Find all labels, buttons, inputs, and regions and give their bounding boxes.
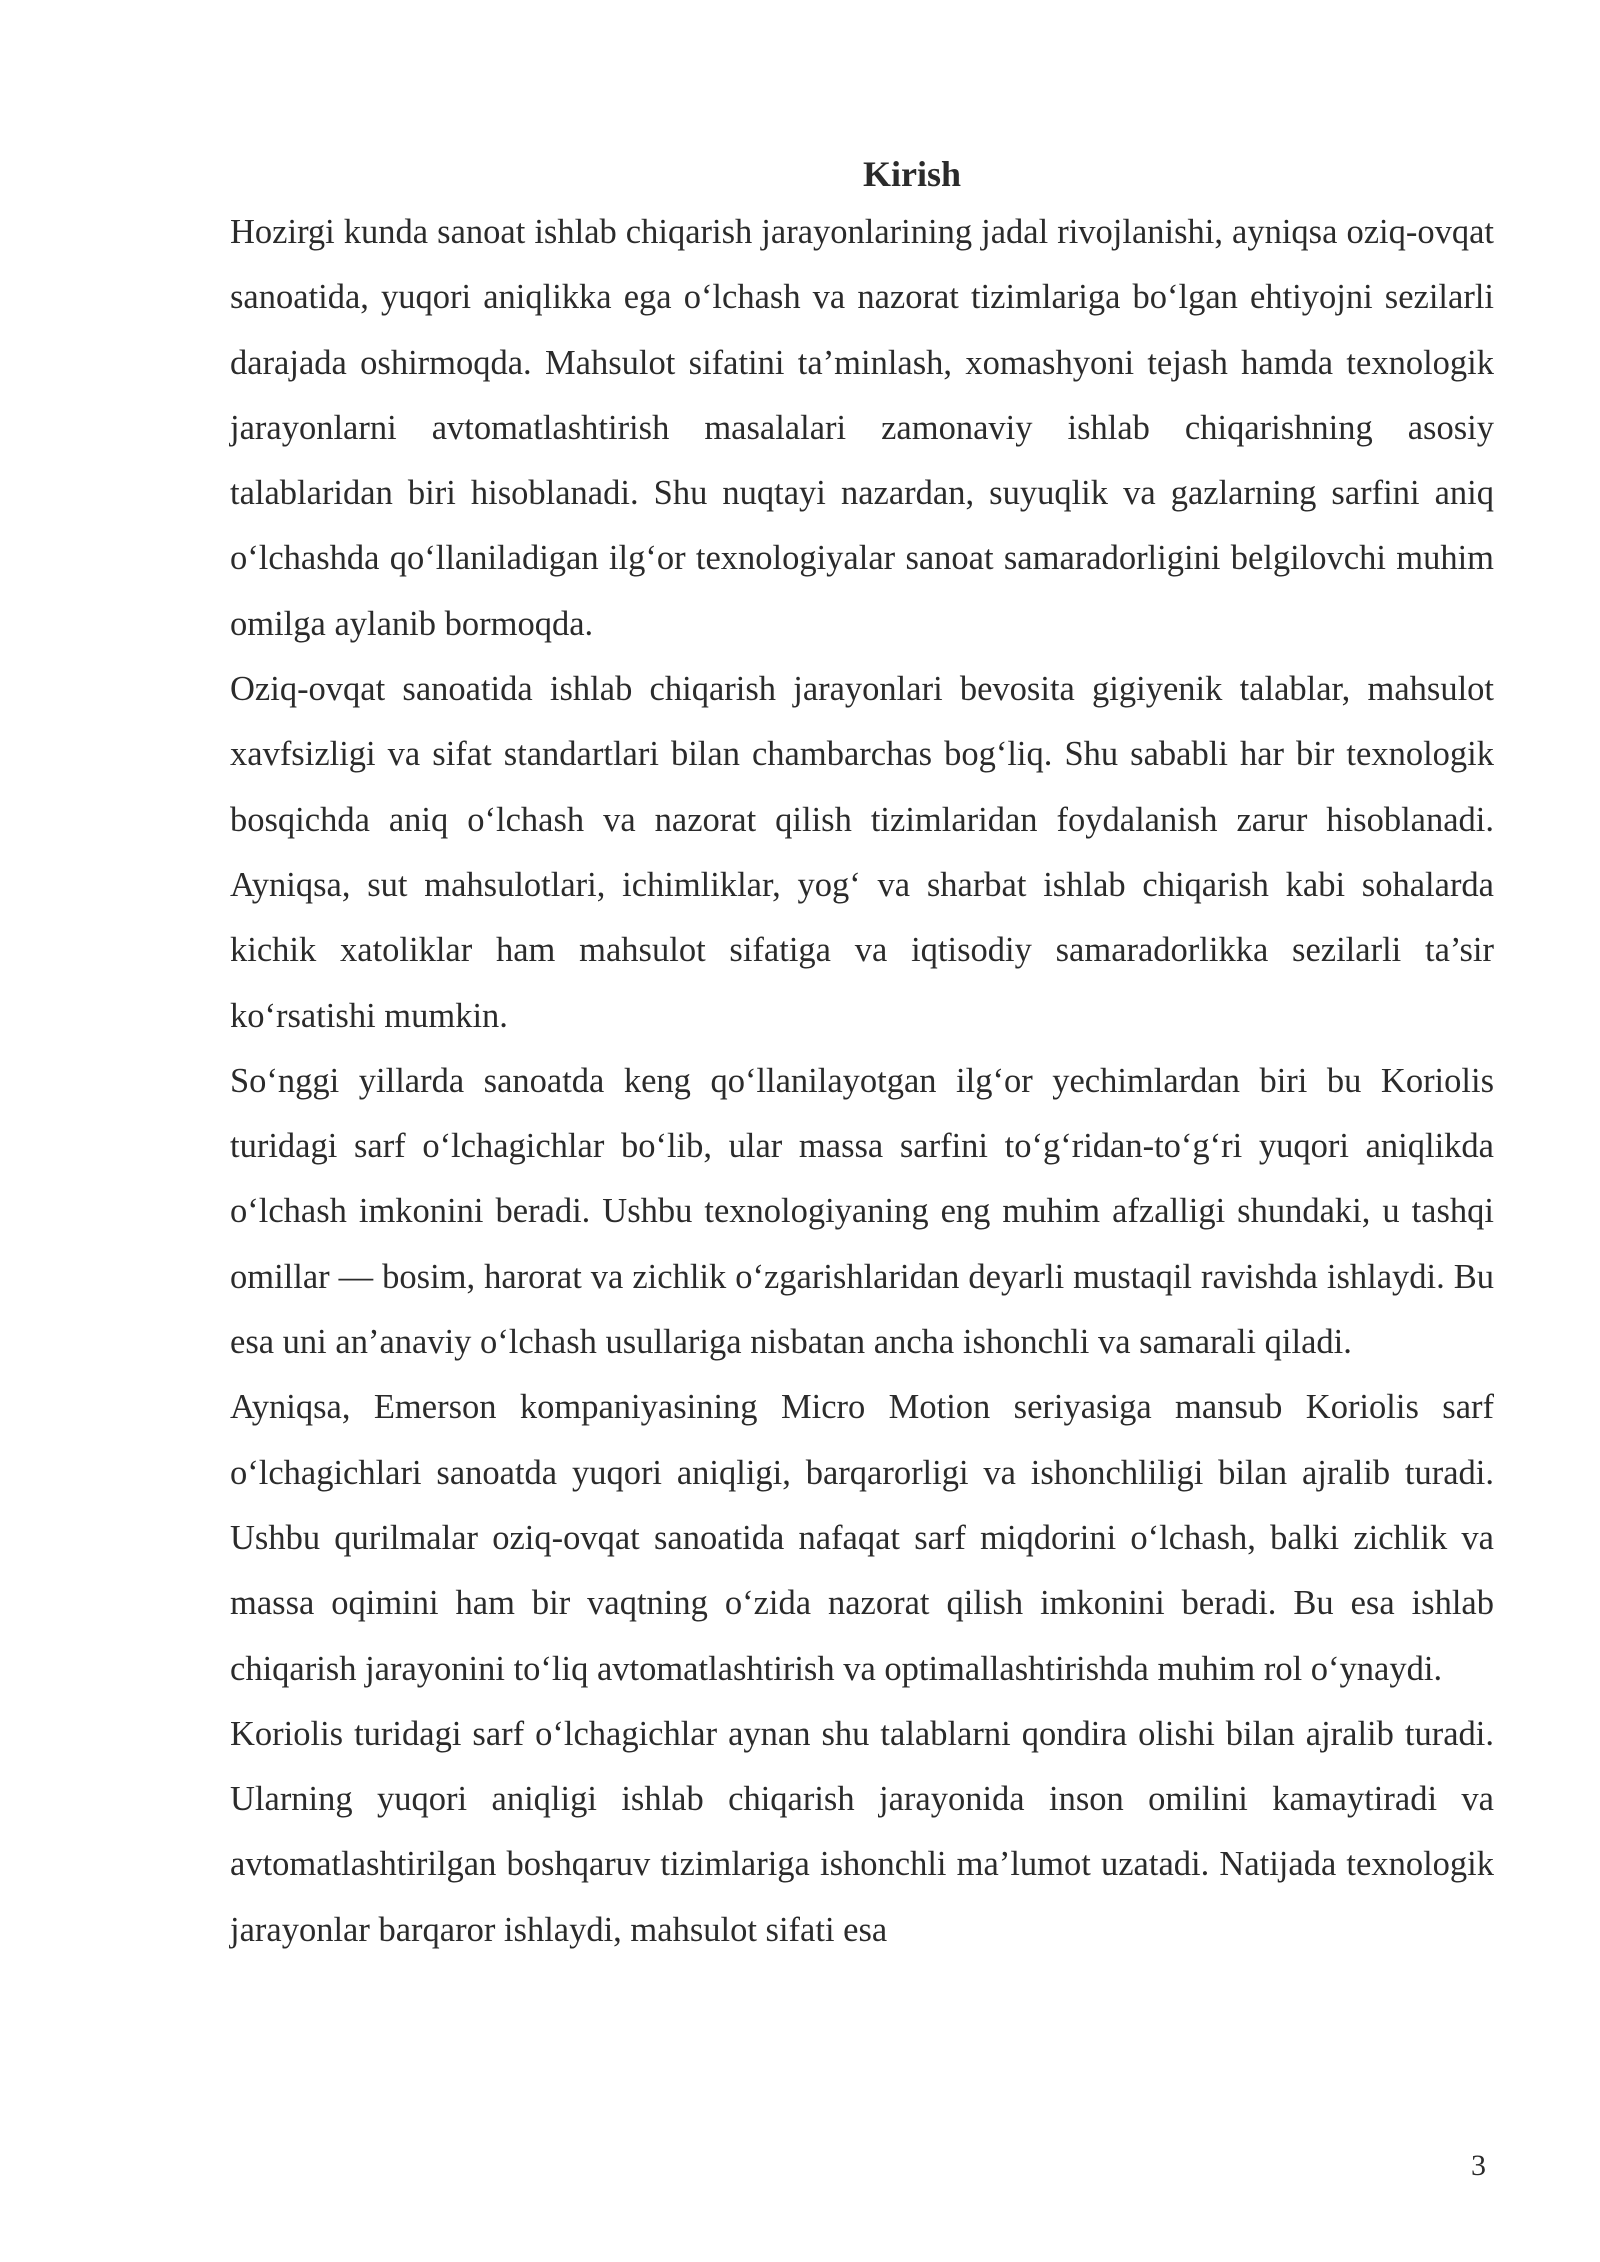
section-heading: Kirish	[862, 154, 961, 194]
paragraph-4: Ayniqsa, Emerson kompaniyasining Micro Motion seriyasiga mansub Koriolis sarf o‘lchagichlari sanoatda yuqori aniqligi, barqarorligi va ishonchliligi bilan ajralib turadi. Ushbu qurilmalar oziq-ovqat sanoatida nafaqat sarf miqdorini o‘lchash, balki zichlik va massa oqimini ham bir vaqtning o‘zida nazorat qilish imkonini beradi. Bu esa ishlab chiqarish jarayonini to‘liq avtomatlashtirish va optimallashtirishda muhim rol o‘ynaydi.	[230, 1388, 1494, 1688]
paragraph-3: So‘nggi yillarda sanoatda keng qo‘llanilayotgan ilg‘or yechimlardan biri bu Koriolis turidagi sarf o‘lchagichlar bo‘lib, ular massa sarfini to‘g‘ridan-to‘g‘ri yuqori aniqlikda o‘lchash imkonini beradi. Ushbu texnologiyaning eng muhim afzalligi shundaki, u tashqi omillar — bosim, harorat va zichlik o‘zgarishlaridan deyarli mustaqil ravishda ishlaydi. Bu esa uni an’anaviy o‘lchash usullariga nisbatan ancha ishonchli va samarali qiladi.	[230, 1061, 1494, 1362]
page-content	[230, 150, 1494, 1963]
paragraph-1: Hozirgi kunda sanoat ishlab chiqarish jarayonlarining jadal rivojlanishi, ayniqsa oziq-ovqat sanoatida, yuqori aniqlikka ega o‘lchash va nazorat tizimlariga bo‘lgan ehtiyojni sezilarli darajada oshirmoqda. Mahsulot sifatini ta’minlash, xomashyoni tejash hamda texnologik jarayonlarni avtomatlashtirish masalalari zamonaviy ishlab chiqarishning asosiy talablaridan biri hisoblanadi. Shu nuqtayi nazardan, suyuqlik va gazlarning sarfini aniq o‘lchashda qo‘llaniladigan ilg‘or texnologiyalar sanoat samaradorligini belgilovchi muhim omilga aylanib bormoqda.	[230, 213, 1494, 643]
paragraph-5: Koriolis turidagi sarf o‘lchagichlar aynan shu talablarni qondira olishi bilan ajralib turadi. Ularning yuqori aniqligi ishlab chiqarish jarayonida inson omilini kamaytiradi va avtomatlashtirilgan boshqaruv tizimlariga ishonchli ma’lumot uzatadi. Natijada texnologik jarayonlar barqaror ishlaydi, mahsulot sifati esa	[230, 1714, 1494, 1949]
paragraph-2: Oziq-ovqat sanoatida ishlab chiqarish jarayonlari bevosita gigiyenik talablar, mahsulot xavfsizligi va sifat standartlari bilan chambarchas bog‘liq. Shu sababli har bir texnologik bosqichda aniq o‘lchash va nazorat qilish tizimlaridan foydalanish zarur hisoblanadi. Ayniqsa, sut mahsulotlari, ichimliklar, yog‘ va sharbat ishlab chiqarish kabi sohalarda kichik xatoliklar ham mahsulot sifatiga va iqtisodiy samaradorlikka sezilarli ta’sir ko‘rsatishi mumkin.	[230, 670, 1494, 1035]
page-number: 3	[1471, 2149, 1486, 2182]
